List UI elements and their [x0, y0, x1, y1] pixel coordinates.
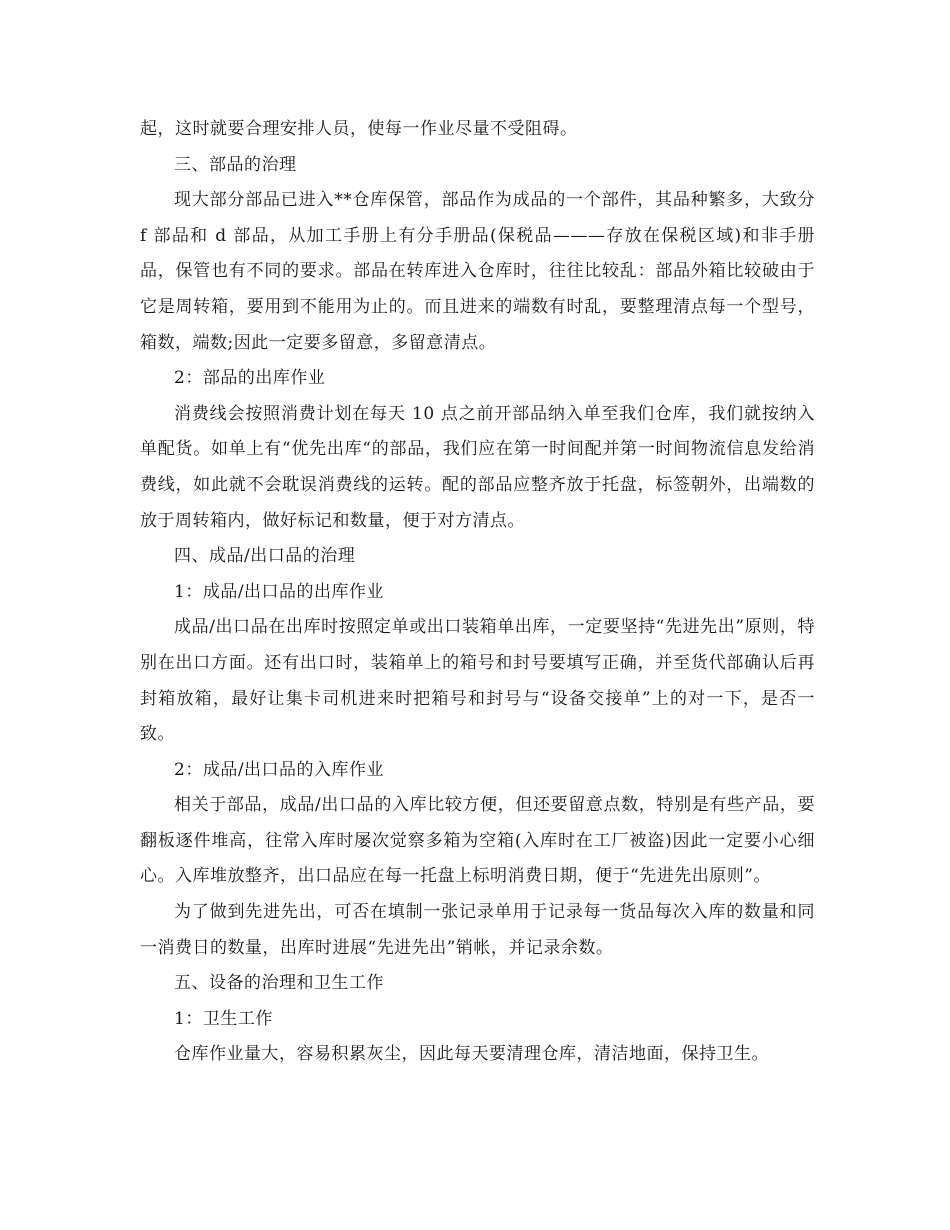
paragraph: 现大部分部品已进入**仓库保管，部品作为成品的一个部件，其品种繁多，大致分 f 部品和 d 部品，从加工手册上有分手册品(保税品———存放在保税区域)和非手册品，保管也有不同的要求。部品在转库进入仓库时，往往比较乱：部品外箱比较破由于它是周转箱，要用到不能用为止的。而且进来的端数有时乱，要整理清点每一个型号，箱数，端数;因此一定要多留意，多留意清点。 — [140, 190, 815, 353]
document-page — [140, 112, 815, 1073]
section-heading-3: 三、部品的治理 — [174, 154, 297, 175]
paragraph-continuation: 起，这时就要合理安排人员，使每一作业尽量不受阻碍。 — [140, 119, 578, 139]
paragraph: 相关于部品，成品/出口品的入库比较方便，但还要留意点数，特别是有些产品，要翻板逐件堆高，往常入库时屡次觉察多箱为空箱(入库时在工厂被盗)因此一定要小心细心。入库堆放整齐，出口品应在每一托盘上标明消费日期，便于“先进先出原则”。 — [140, 795, 815, 887]
subsection-heading: 2：部品的出库作业 — [174, 368, 326, 389]
paragraph: 成品/出口品在出库时按照定单或出口装箱单出库，一定要坚持“先进先出”原则，特别在出口方面。还有出口时，装箱单上的箱号和封号要填写正确，并至货代部确认后再封箱放箱，最好让集卡司机进来时把箱号和封号与“设备交接单”上的对一下，是否一致。 — [140, 617, 815, 745]
paragraph: 仓库作业量大，容易积累灰尘，因此每天要清理仓库，清洁地面，保持卫生。 — [174, 1044, 769, 1065]
section-heading-4: 四、成品/出口品的治理 — [174, 546, 356, 567]
section-heading-5: 五、设备的治理和卫生工作 — [174, 973, 384, 994]
subsection-heading: 1：卫生工作 — [174, 1008, 273, 1029]
subsection-heading: 2：成品/出口品的入库作业 — [174, 759, 385, 780]
subsection-heading: 1：成品/出口品的出库作业 — [174, 581, 385, 602]
paragraph: 为了做到先进先出，可否在填制一张记录单用于记录每一货品每次入库的数量和同一消费日的数量，出库时进展“先进先出”销帐，并记录余数。 — [140, 902, 815, 958]
paragraph: 消费线会按照消费计划在每天 10 点之前开部品纳入单至我们仓库，我们就按纳入单配货。如单上有“优先出库“的部品，我们应在第一时间配并第一时间物流信息发给消费线，如此就不会耽误消费线的运转。配的部品应整齐放于托盘，标签朝外，出端数的放于周转箱内，做好标记和数量，便于对方清点。 — [140, 403, 815, 531]
